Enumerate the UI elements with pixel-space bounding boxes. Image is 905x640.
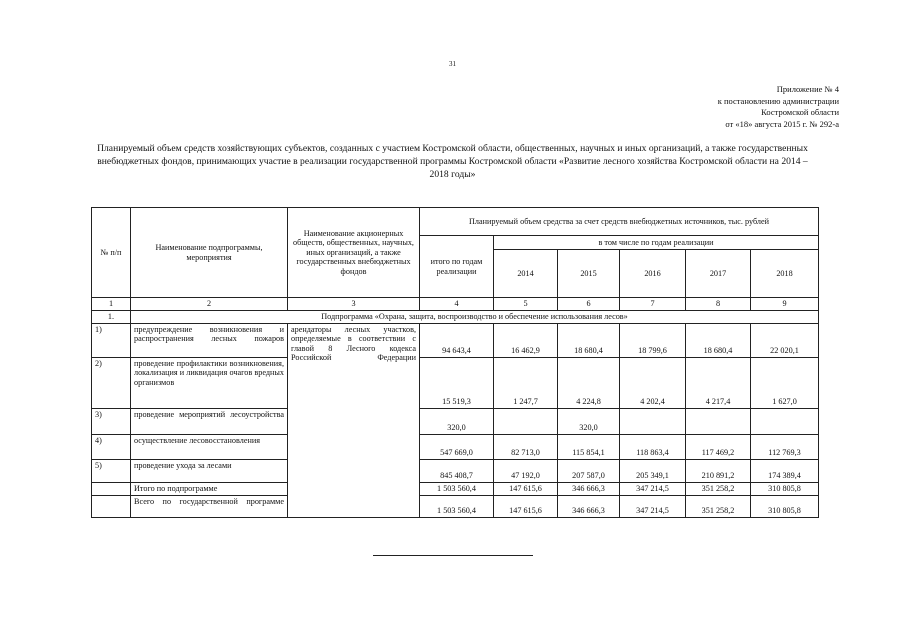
section-num: 1. [92,310,131,323]
header-name: Наименование подпрограммы, мероприятия [131,208,288,298]
subtotal-row [92,482,819,495]
grandtotal-row [92,495,819,517]
cell-total: 94 643,4 [420,323,494,357]
cell-total: 320,0 [420,408,494,434]
header-year: 2014 [494,250,558,298]
column-number: 5 [494,298,558,311]
grandtotal-2016: 347 214,5 [620,495,686,517]
cell-2015: 115 854,1 [558,434,620,459]
subtotal-total: 1 503 560,4 [420,482,494,495]
row-num: 2) [92,357,131,408]
grandtotal-2017: 351 258,2 [686,495,751,517]
cell-2017: 18 680,4 [686,323,751,357]
header-year: 2016 [620,250,686,298]
funding-table [91,207,819,518]
grandtotal-2014: 147 615,6 [494,495,558,517]
section-title: Подпрограмма «Охрана, защита, воспроизводство и обеспечение использования лесов» [131,310,819,323]
header-year: 2015 [558,250,620,298]
appendix-line: к постановлению администрации [717,95,839,106]
column-number: 3 [288,298,420,311]
table-row [92,434,819,459]
document-title: Планируемый объем средств хозяйствующих субъектов, созданных с участием Костромской области, общественных, научных и иных организаций, а также государственных внебюджетных фондов, принимающих участие в реализации государственной программы Костромской области «Развитие лесного хозяйства Костромской области на 2014 – 2018 годы» [97,143,808,181]
row-name: проведение профилактики возникновения, локализация и ликвидация очагов вредных организмов [131,357,288,408]
row-org: арендаторы лесных участков, определяемые в соответствии с главой 8 Лесного кодекса Российской Федерации [288,323,420,517]
appendix-line: от «18» августа 2015 г. № 292-а [725,118,839,129]
row-num: 1) [92,323,131,357]
column-number: 2 [131,298,288,311]
cell-2014: 47 192,0 [494,459,558,482]
grandtotal-2015: 346 666,3 [558,495,620,517]
column-number: 6 [558,298,620,311]
table-row [92,459,819,482]
cell-2014 [494,408,558,434]
subtotal-2016: 347 214,5 [620,482,686,495]
row-name: проведение ухода за лесами [131,459,288,482]
header-by-year: в том числе по годам реализации [494,236,819,250]
row-name: предупреждение возникновения и распространения лесных пожаров [131,323,288,357]
header-num: № п/п [92,208,131,298]
cell-2015: 4 224,8 [558,357,620,408]
cell-total: 547 669,0 [420,434,494,459]
header-org: Наименование акционерных обществ, общественных, научных, иных организаций, а также государственных внебюджетных фондов [288,208,420,298]
cell-2017: 117 469,2 [686,434,751,459]
section-row [92,310,819,323]
grandtotal-label: Всего по государственной программе [131,495,288,517]
table-row [92,408,819,434]
grandtotal-2018: 310 805,8 [751,495,819,517]
footer-divider [373,555,533,556]
cell-2014: 1 247,7 [494,357,558,408]
cell-2017: 4 217,4 [686,357,751,408]
cell-2016: 18 799,6 [620,323,686,357]
cell-2016: 205 349,1 [620,459,686,482]
header-year: 2017 [686,250,751,298]
column-number: 4 [420,298,494,311]
column-number-row [92,298,819,311]
subtotal-2017: 351 258,2 [686,482,751,495]
subtotal-empty [92,482,131,495]
cell-2018: 22 020,1 [751,323,819,357]
cell-2014: 16 462,9 [494,323,558,357]
cell-2018: 174 389,4 [751,459,819,482]
cell-2016 [620,408,686,434]
subtotal-label: Итого по подпрограмме [131,482,288,495]
table-row [92,357,819,408]
cell-2014: 82 713,0 [494,434,558,459]
cell-2018: 1 627,0 [751,357,819,408]
cell-2016: 118 863,4 [620,434,686,459]
table-row [92,323,819,357]
cell-2015: 207 587,0 [558,459,620,482]
row-num: 5) [92,459,131,482]
grandtotal-empty [92,495,131,517]
column-number: 9 [751,298,819,311]
page-number: 31 [449,60,456,68]
cell-2015: 320,0 [558,408,620,434]
cell-total: 845 408,7 [420,459,494,482]
row-name: осуществление лесовосстановления [131,434,288,459]
column-number: 1 [92,298,131,311]
row-num: 3) [92,408,131,434]
cell-2017 [686,408,751,434]
subtotal-2018: 310 805,8 [751,482,819,495]
cell-total: 15 519,3 [420,357,494,408]
appendix-block [639,84,839,130]
row-num: 4) [92,434,131,459]
cell-2018: 112 769,3 [751,434,819,459]
subtotal-2015: 346 666,3 [558,482,620,495]
row-name: проведение мероприятий лесоустройства [131,408,288,434]
appendix-line: Костромской области [761,107,839,117]
appendix-line: Приложение № 4 [776,84,839,94]
cell-2017: 210 891,2 [686,459,751,482]
cell-2015: 18 680,4 [558,323,620,357]
subtotal-2014: 147 615,6 [494,482,558,495]
header-year: 2018 [751,250,819,298]
column-number: 8 [686,298,751,311]
header-total: итого по годам реализации [420,236,494,298]
cell-2018 [751,408,819,434]
cell-2016: 4 202,4 [620,357,686,408]
grandtotal-total: 1 503 560,4 [420,495,494,517]
column-number: 7 [620,298,686,311]
header-planned: Планируемый объем средства за счет средств внебюджетных источников, тыс. рублей [420,208,819,236]
